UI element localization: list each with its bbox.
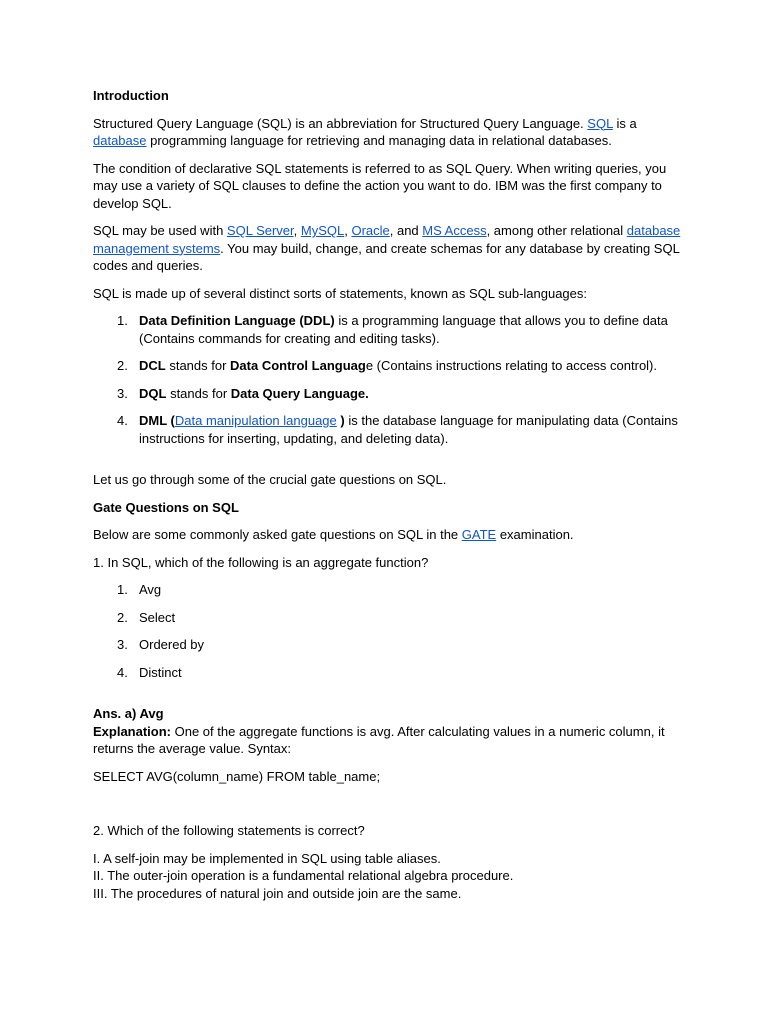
dml-term: DML ( [139,413,175,428]
gate-paragraph [93,526,683,544]
sublanguages-intro: SQL is made up of several distinct sorts of statements, known as SQL sub-languages: [93,285,588,301]
list-text: e (Contains instructions relating to access control). [365,358,657,373]
list-item [93,312,683,347]
text-run: examination. [496,527,574,542]
list-number: 2. [117,609,128,625]
list-item [93,357,683,375]
text-run: , and [389,223,423,238]
sql-query-paragraph: The condition of declarative SQL statements is referred to as SQL Query. When writing queries, you may use a variety of SQL clauses to define the action you want to do. IBM was the first company to develop SQL. [93,160,667,211]
sql-server-link[interactable]: SQL Server [226,223,294,238]
intro-paragraph [93,115,683,150]
text-run: Structured Query Language (SQL) is an abbreviation for Structured Query Language. [93,115,588,131]
dml-link[interactable]: Data manipulation language [174,413,337,428]
dql-full-term: Data Query Language. [230,385,369,401]
ms-access-link[interactable]: MS Access [422,223,487,238]
list-number: 2. [117,358,128,373]
gate-intro: Let us go through some of the crucial gate questions on SQL. [93,472,447,487]
sublanguage-list [93,312,683,447]
dbms-link[interactable]: database management systems [93,223,681,256]
ddl-term: Data Definition Language (DDL) [139,313,335,328]
list-text: is the database language for manipulating data (Contains instructions for inserting, updating, and deleting data). [139,413,678,446]
text-run: is a [612,115,637,131]
list-item [93,412,683,447]
explanation-1 [93,723,683,758]
list-item [93,581,683,599]
explanation-text: One of the aggregate functions is avg. After calculating values in a numeric column, it returns the average value. Syntax: [93,723,665,756]
mysql-link[interactable]: MySQL [300,223,345,238]
database-link[interactable]: database [93,133,147,148]
text-run: Below are some commonly asked gate questions on SQL in the [93,527,462,542]
text-run: . You may build, change, and create schemas for any database by creating SQL codes and queries. [93,240,680,273]
option-text: Distinct [139,664,182,680]
dcl-full-term: Data Control Languag [230,358,366,373]
list-number: 1. [117,582,128,597]
question-2: 2. Which of the following statements is correct? [93,823,365,838]
question-1: 1. In SQL, which of the following is an aggregate function? [93,554,429,570]
gate-link[interactable]: GATE [461,527,497,542]
syntax-line: SELECT AVG(column_name) FROM table_name; [93,768,381,784]
list-item [93,636,683,654]
gate-heading: Gate Questions on SQL [93,499,239,515]
list-number: 4. [117,413,128,428]
list-text: stands for [165,358,231,373]
list-number: 3. [117,385,128,401]
document-body [93,87,683,902]
dml-close: ) [336,413,345,428]
list-item [93,664,683,682]
sql-link[interactable]: SQL [587,115,613,131]
explanation-label: Explanation: [93,723,172,739]
text-run: SQL may be used with [93,223,227,238]
option-text: Ordered by [139,637,205,652]
text-run: , [293,223,301,238]
oracle-link[interactable]: Oracle [351,223,390,238]
list-text: is a programming language that allows you to define data (Contains commands for creating and editing tasks). [139,313,668,346]
option-text: Avg [139,582,162,597]
q1-options-list [93,581,683,681]
option-text: Select [139,609,176,625]
sql-usage-paragraph [93,222,683,275]
answer-1: Ans. a) Avg [93,706,164,721]
dcl-term: DCL [139,358,166,373]
intro-heading: Introduction [93,88,169,103]
text-run: , [344,223,352,238]
list-number: 3. [117,637,128,652]
statement-3: III. The procedures of natural join and outside join are the same. [93,885,462,901]
list-number: 4. [117,664,128,680]
list-item [93,385,683,403]
list-item [93,609,683,627]
statement-1: I. A self-join may be implemented in SQL using table aliases. [93,850,441,866]
statement-2: II. The outer-join operation is a fundamental relational algebra procedure. [93,868,514,883]
list-number: 1. [117,313,128,328]
dql-term: DQL [139,385,167,401]
text-run: programming language for retrieving and managing data in relational databases. [146,133,612,148]
list-text: stands for [166,385,231,401]
text-run: , among other relational [486,223,627,238]
